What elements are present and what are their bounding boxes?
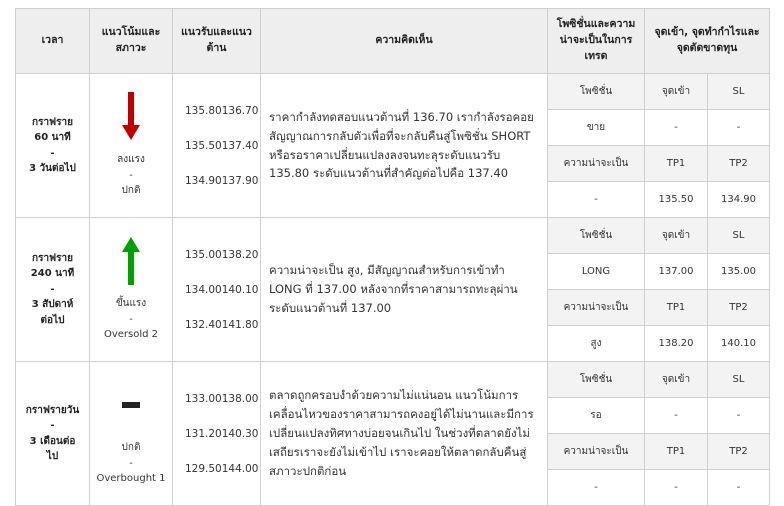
grid-cell: 140.10	[708, 326, 770, 362]
grid-cell: TP2	[708, 290, 770, 326]
level-row	[173, 93, 260, 128]
timeframe-line: 3 เดือนต่อ	[29, 435, 76, 447]
timeframe-line: ไป	[46, 451, 59, 462]
level-row	[173, 381, 260, 416]
grid-cell: โพซิชั่น	[548, 74, 645, 110]
forecast-table-wrapper	[15, 8, 769, 506]
grid-cell: TP2	[708, 146, 770, 182]
trend-line: ปกติ	[121, 185, 141, 197]
support-value: 135.00	[185, 248, 222, 261]
timeframe-cell	[16, 362, 90, 506]
support-value: 135.80	[185, 104, 222, 117]
support-value: 134.90	[185, 174, 222, 187]
grid-cell: -	[645, 470, 708, 506]
grid-cell: SL	[708, 362, 770, 398]
grid-cell: -	[645, 398, 708, 434]
trend-line: Overbought 1	[96, 473, 166, 485]
grid-cell: รอ	[548, 398, 645, 434]
header-time: เวลา	[16, 9, 90, 74]
comment-cell: ตลาดถูกครอบงำด้วยความไม่แน่นอน แนวโน้มการเคลื่อนไหวของราคาสามารถคงอยู่ได้ไม่นานและมีการเปลี่ยนแปลงทิศทางบ่อยจนเกินไป ในช่วงที่ตลาดยังไม่เสถียรเราจะยังไม่เข้าไป เราจะคอยให้ตลาดกลับคืนสู่สภาวะปกติก่อน	[261, 362, 548, 506]
timeframe-line: 240 นาที	[30, 268, 75, 280]
table-row	[16, 74, 770, 110]
grid-cell: โพซิชั่น	[548, 218, 645, 254]
trend-cell	[90, 218, 173, 362]
forecast-table	[15, 8, 770, 506]
grid-cell: ขาย	[548, 110, 645, 146]
resistance-value: 140.10	[221, 283, 259, 296]
timeframe-line: กราฟราย	[32, 252, 73, 264]
grid-cell: -	[548, 470, 645, 506]
comment-cell: ราคากำลังทดสอบแนวต้านที่ 136.70 เรากำลังรอคอยสัญญาณการกลับตัวเพื่อที่จะกลับคืนสู่โพซิชั่น SHORT หรือรอราคาเปลี่ยนแปลงลงจนทะลุระดับแนวรับ 135.80 ระดับแนวต้านที่สำคัญต่อไปคือ 137.40	[261, 74, 548, 218]
header-levels: แนวรับและแนวต้าน	[173, 9, 261, 74]
grid-cell: SL	[708, 74, 770, 110]
flat-dash-icon	[90, 380, 172, 430]
resistance-value: 137.90	[221, 174, 259, 187]
trend-line: Oversold 2	[103, 329, 159, 341]
levels-cell	[173, 218, 261, 362]
grid-cell: โพซิชั่น	[548, 362, 645, 398]
grid-cell: SL	[708, 218, 770, 254]
header-trend: แนวโน้มและสภาวะ	[90, 9, 173, 74]
timeframe-line: กราฟราย	[32, 116, 73, 128]
trend-line: -	[129, 313, 133, 325]
grid-cell: TP2	[708, 434, 770, 470]
grid-cell: -	[645, 110, 708, 146]
grid-cell: -	[708, 470, 770, 506]
support-value: 131.20	[185, 427, 222, 440]
grid-cell: ความน่าจะเป็น	[548, 146, 645, 182]
support-value: 135.50	[185, 139, 222, 152]
grid-cell: -	[708, 398, 770, 434]
trend-line: -	[129, 457, 133, 469]
timeframe-cell	[16, 218, 90, 362]
timeframe-cell	[16, 74, 90, 218]
levels-cell	[173, 362, 261, 506]
level-row	[173, 163, 260, 198]
timeframe-line: -	[50, 420, 55, 431]
header-comment: ความคิดเห็น	[261, 9, 548, 74]
trend-line: -	[129, 169, 133, 181]
level-row	[173, 237, 260, 272]
up-arrow-icon	[90, 236, 172, 286]
trend-line: ขึ้นแรง	[115, 298, 147, 310]
support-value: 129.50	[185, 462, 222, 475]
trend-cell	[90, 74, 173, 218]
timeframe-line: กราฟรายวัน	[25, 404, 80, 416]
grid-cell: สูง	[548, 326, 645, 362]
level-row	[173, 128, 260, 163]
header-position: โพซิชั่นและความน่าจะเป็นในการเทรด	[548, 9, 645, 74]
resistance-value: 141.80	[221, 318, 259, 331]
trend-line: ปกติ	[121, 442, 141, 454]
grid-cell: TP1	[645, 434, 708, 470]
timeframe-line: -	[50, 147, 55, 159]
grid-cell: 134.90	[708, 182, 770, 218]
level-row	[173, 272, 260, 307]
table-row	[16, 218, 770, 254]
grid-cell: TP1	[645, 290, 708, 326]
level-row	[173, 307, 260, 342]
level-row	[173, 451, 260, 486]
trend-cell	[90, 362, 173, 506]
resistance-value: 138.20	[221, 248, 259, 261]
grid-cell: 138.20	[645, 326, 708, 362]
grid-cell: 135.50	[645, 182, 708, 218]
support-value: 134.00	[185, 283, 222, 296]
grid-cell: 135.00	[708, 254, 770, 290]
timeframe-line: 3 วันต่อไป	[29, 163, 76, 174]
level-row	[173, 416, 260, 451]
resistance-value: 138.00	[221, 392, 259, 405]
timeframe-line: ต่อไป	[40, 314, 65, 326]
resistance-value: 136.70	[221, 104, 259, 117]
timeframe-line: 60 นาที	[34, 132, 71, 143]
resistance-value: 144.00	[221, 462, 259, 475]
grid-cell: ความน่าจะเป็น	[548, 434, 645, 470]
resistance-value: 137.40	[221, 139, 259, 152]
grid-cell: จุดเข้า	[645, 74, 708, 110]
header-entry: จุดเข้า, จุดทำกำไรและจุดตัดขาดทุน	[645, 9, 770, 74]
grid-cell: จุดเข้า	[645, 218, 708, 254]
trend-line: ลงแรง	[117, 154, 145, 166]
timeframe-line: -	[50, 283, 55, 295]
grid-cell: -	[708, 110, 770, 146]
header-row	[16, 9, 770, 74]
grid-cell: LONG	[548, 254, 645, 290]
grid-cell: 137.00	[645, 254, 708, 290]
grid-cell: -	[548, 182, 645, 218]
comment-cell: ความน่าจะเป็น สูง, มีสัญญาณสำหรับการเข้าทำ LONG ที่ 137.00 หลังจากที่ราคาสามารถทะลุผ่านระดับแนวต้านที่ 137.00	[261, 218, 548, 362]
timeframe-line: 3 สัปดาห์	[31, 299, 74, 311]
table-row	[16, 362, 770, 398]
support-value: 132.40	[185, 318, 222, 331]
down-arrow-icon	[90, 92, 172, 142]
levels-cell	[173, 74, 261, 218]
grid-cell: ความน่าจะเป็น	[548, 290, 645, 326]
resistance-value: 140.30	[221, 427, 259, 440]
grid-cell: จุดเข้า	[645, 362, 708, 398]
grid-cell: TP1	[645, 146, 708, 182]
support-value: 133.00	[185, 392, 222, 405]
